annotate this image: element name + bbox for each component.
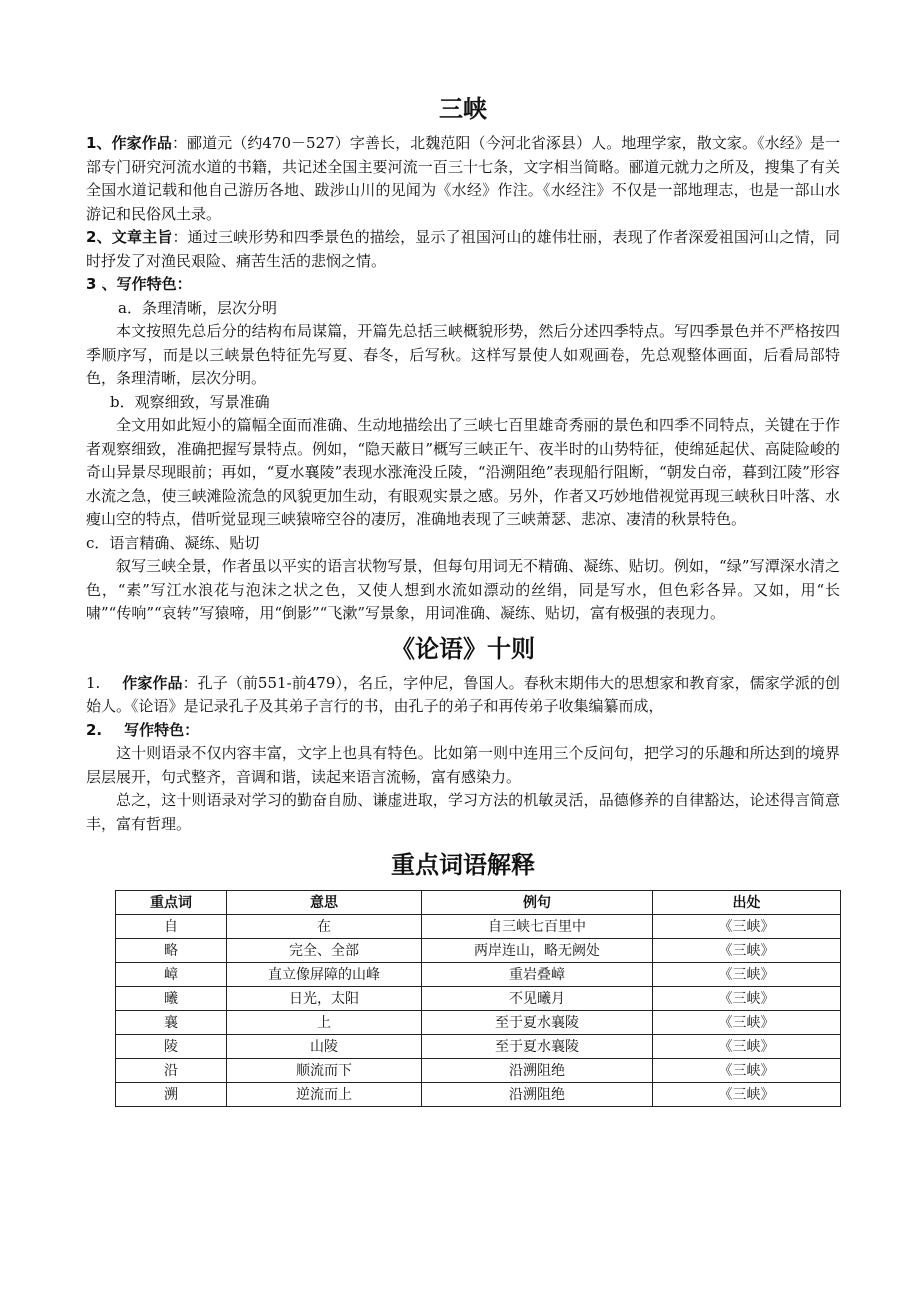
table-row	[116, 1059, 841, 1083]
title-key-words: 重点词语解释	[391, 851, 535, 879]
feature-b-text: 全文用如此短小的篇幅全面而准确、生动地描绘出了三峡七百里雄奇秀丽的景色和四季不同特点，关键在于作者观察细致，准确把握写景特点。例如，“隐天蔽日”概写三峡正午、夜半时的山势特征，使绵延起伏、高陡险峻的奇山异景尽现眼前；再如，“夏水襄陵”表现水涨淹没丘陵，“沿溯阻绝”表现船行阻断，“朝发白帝，暮到江陵”形容水流之急，使三峡滩险流急的风貌更加生动，有眼观实景之感。另外，作者又巧妙地借视觉再现三峡秋日叶落、水瘦山空的特点，借听觉显现三峡猿啼空谷的凄厉，准确地表现了三峡萧瑟、悲凉、凄清的秋景特色。	[86, 416, 840, 528]
cell-meaning: 日光，太阳	[227, 987, 422, 1011]
cell-word: 沿	[116, 1059, 227, 1083]
lunyu-author-label: 作家作品	[122, 673, 183, 692]
title-lunyu: 《论语》十则	[391, 634, 535, 663]
lunyu-author-para	[86, 672, 840, 719]
theme-label: 2、文章主旨	[86, 228, 173, 246]
cell-word: 溯	[116, 1083, 227, 1107]
cell-example: 沿溯阻绝	[422, 1083, 653, 1107]
cell-source: 《三峡》	[653, 987, 841, 1011]
col-header-word: 重点词	[116, 891, 227, 915]
cell-example: 重岩叠嶂	[422, 963, 653, 987]
cell-source: 《三峡》	[653, 939, 841, 963]
cell-word: 略	[116, 939, 227, 963]
writing-features-heading: 3 、写作特色：	[86, 275, 192, 293]
table-row	[116, 963, 841, 987]
lunyu-author-text: ：孔子（前551-前479），名丘，字仲尼，鲁国人。春秋末期伟大的思想家和教育家，儒家学派的创始人。《论语》是记录孔子及其弟子言行的书，由孔子的弟子和再传弟子收集编纂而成，	[86, 673, 840, 715]
author-work-para	[86, 132, 840, 226]
cell-meaning: 逆流而上	[227, 1083, 422, 1107]
feature-a-text: 本文按照先总后分的结构布局谋篇，开篇先总括三峡概貌形势，然后分述四季特点。写四季景色并不严格按四季顺序写，而是以三峡景色特征先写夏、春冬，后写秋。这样写景使人如观画卷，先总观整体画面，后看局部特色，条理清晰，层次分明。	[86, 322, 840, 387]
cell-meaning: 直立像屏障的山峰	[227, 963, 422, 987]
cell-meaning: 山陵	[227, 1035, 422, 1059]
cell-word: 曦	[116, 987, 227, 1011]
cell-example: 至于夏水襄陵	[422, 1035, 653, 1059]
table-row	[116, 1083, 841, 1107]
lunyu-features-label: 写作特色：	[124, 720, 200, 739]
table-row	[116, 939, 841, 963]
cell-example: 自三峡七百里中	[422, 915, 653, 939]
lunyu-p2-number: 2.	[86, 720, 103, 739]
theme-text: ：通过三峡形势和四季景色的描绘，显示了祖国河山的雄伟壮丽，表现了作者深爱祖国河山之情，同时抒发了对渔民艰险、痛苦生活的悲悯之情。	[86, 228, 840, 270]
lunyu-features-heading	[86, 719, 840, 743]
feature-c-heading: c．语言精确、凝练、贴切	[86, 533, 260, 552]
cell-word: 襄	[116, 1011, 227, 1035]
cell-word: 自	[116, 915, 227, 939]
cell-word: 嶂	[116, 963, 227, 987]
col-header-meaning: 意思	[227, 891, 422, 915]
table-row	[116, 915, 841, 939]
cell-source: 《三峡》	[653, 1083, 841, 1107]
cell-meaning: 上	[227, 1011, 422, 1035]
cell-meaning: 顺流而下	[227, 1059, 422, 1083]
cell-word: 陵	[116, 1035, 227, 1059]
author-work-label: 1、作家作品	[86, 134, 172, 152]
cell-meaning: 在	[227, 915, 422, 939]
table-header-row	[116, 891, 841, 915]
feature-a-heading: a．条理清晰，层次分明	[118, 298, 277, 317]
cell-source: 《三峡》	[653, 1059, 841, 1083]
lunyu-p1-number: 1.	[86, 673, 101, 692]
cell-source: 《三峡》	[653, 1011, 841, 1035]
lunyu-summary-text: 总之，这十则语录对学习的勤奋自励、谦虚进取，学习方法的机敏灵活，品德修养的自律豁达，论述得言简意丰，富有哲理。	[86, 791, 840, 833]
theme-para	[86, 226, 840, 273]
col-header-example: 例句	[422, 891, 653, 915]
author-work-text: ：郦道元（约470－527）字善长，北魏范阳（今河北省涿县）人。地理学家，散文家。《水经》是一部专门研究河流水道的书籍，共记述全国主要河流一百三十七条，文字相当简略。郦道元就力之所及，搜集了有关全国水道记载和他自己游历各地、跋涉山川的见闻为《水经》作注。《水经注》不仅是一部地理志，也是一部山水游记和民俗风土录。	[86, 134, 840, 223]
table-row	[116, 1011, 841, 1035]
lunyu-features-text: 这十则语录不仅内容丰富，文字上也具有特色。比如第一则中连用三个反问句，把学习的乐趣和所达到的境界层层展开，句式整齐，音调和谐，读起来语言流畅，富有感染力。	[86, 744, 840, 786]
table-row	[116, 1035, 841, 1059]
cell-source: 《三峡》	[653, 915, 841, 939]
feature-c-text: 叙写三峡全景，作者虽以平实的语言状物写景，但每句用词无不精确、凝练、贴切。例如，“绿”写潭深水清之色，“素”写江水浪花与泡沫之状之色，又使人想到水流如漂动的丝绢，同是写水，但色彩各异。又如，用“长啸”“传响”“哀转”写猿啼，用“倒影”“飞漱”写景象，用词准确、凝练、贴切，富有极强的表现力。	[86, 557, 840, 622]
feature-b-heading: b．观察细致，写景准确	[110, 392, 270, 411]
cell-example: 不见曦月	[422, 987, 653, 1011]
cell-example: 两岸连山，略无阙处	[422, 939, 653, 963]
cell-example: 沿溯阻绝	[422, 1059, 653, 1083]
cell-source: 《三峡》	[653, 1035, 841, 1059]
table-row	[116, 987, 841, 1011]
cell-meaning: 完全、全部	[227, 939, 422, 963]
title-sanxia: 三峡	[439, 95, 487, 123]
cell-example: 至于夏水襄陵	[422, 1011, 653, 1035]
col-header-source: 出处	[653, 891, 841, 915]
key-words-table	[115, 890, 841, 1107]
cell-source: 《三峡》	[653, 963, 841, 987]
